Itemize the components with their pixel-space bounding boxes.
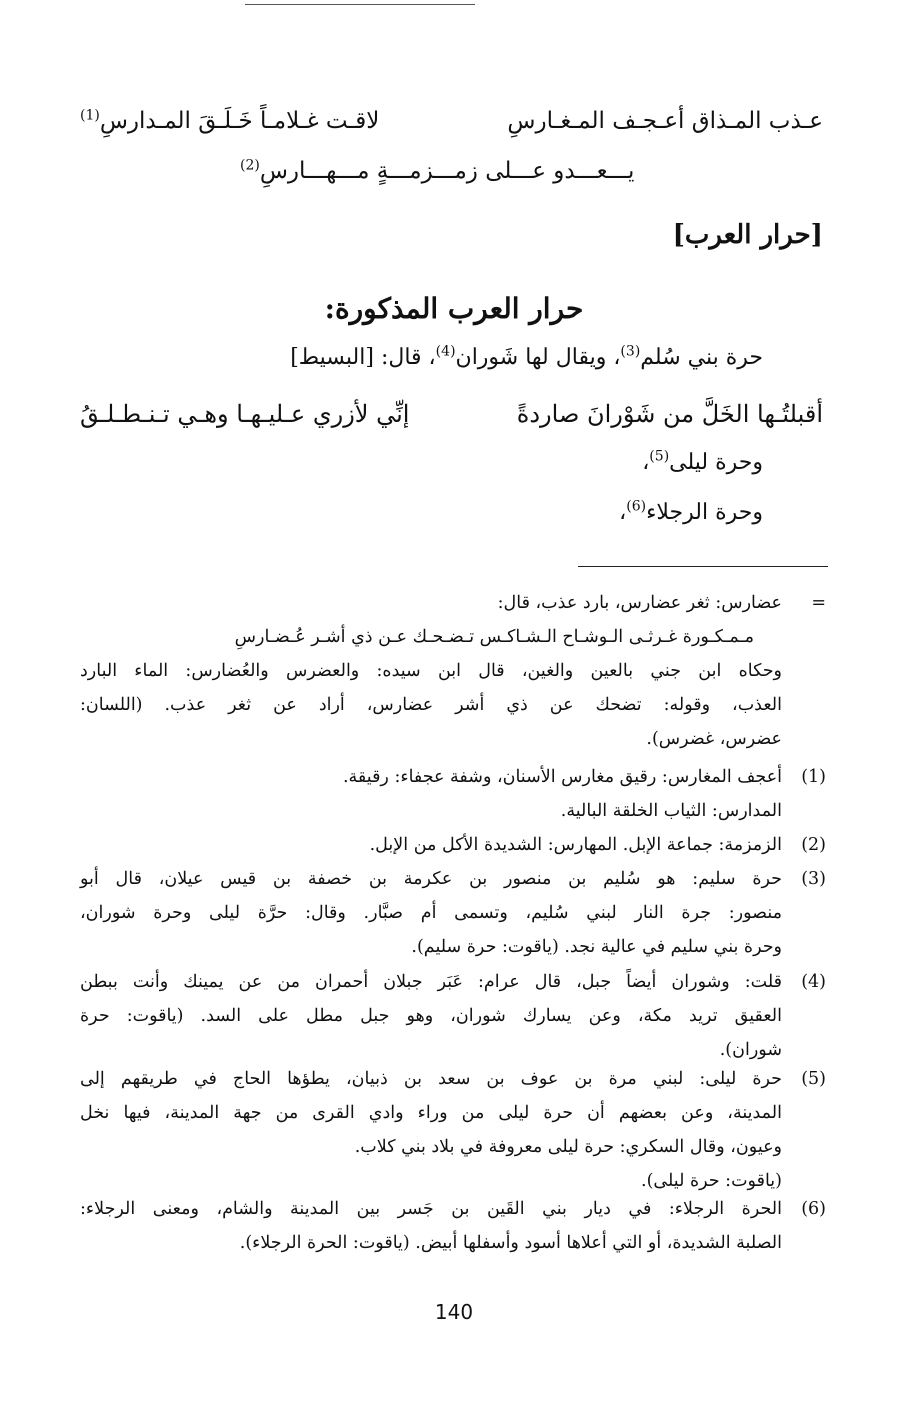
page-number: 140 bbox=[434, 1300, 474, 1324]
footnote-number: (4) bbox=[801, 972, 826, 992]
footnote-marker-6: (6) bbox=[626, 498, 647, 515]
verse-1-second-hemistich bbox=[80, 108, 379, 134]
footnote-marker-5: (5) bbox=[649, 448, 670, 465]
footnote-line: شوران). bbox=[719, 1040, 782, 1060]
footnote-marker-3: (3) bbox=[620, 343, 641, 360]
para3-comma: ، bbox=[619, 500, 627, 525]
footnote-line: العقيق تريد مكة، وعن يسارك شوران، وهو جبل مطل على السد. (ياقوت: حرة bbox=[80, 1006, 782, 1026]
para3-text: وحرة الرجلاء bbox=[646, 500, 763, 525]
footnote-line: حرة ليلى: لبني مرة بن عوف بن سعد بن ذبيان، يطؤها الحاج في طريقهم إلى bbox=[80, 1069, 782, 1089]
footnote-2 bbox=[80, 828, 826, 862]
footnote-5 bbox=[80, 1062, 826, 1198]
paragraph-harrat-rajla bbox=[619, 500, 763, 525]
para2-comma: ، bbox=[642, 450, 650, 475]
footnote-marker-1: (1) bbox=[80, 107, 100, 124]
footnote-3 bbox=[80, 862, 826, 964]
footnote-number: (5) bbox=[801, 1069, 826, 1089]
footnote-line: العذب، وقوله: تضحك عن ذي أشر عضارس، أراد عن ثغر عذب. (اللسان: bbox=[80, 695, 782, 715]
verse-line-2 bbox=[80, 158, 823, 198]
footnote-separator bbox=[578, 566, 828, 567]
verse-1-second-hemistich-text: لاقـت غـلامـاً خَـلَـقَ المـدارسِ bbox=[99, 108, 380, 134]
footnote-line: الصلبة الشديدة، أو التي أعلاها أسود وأسفلها أبيض. (ياقوت: الحرة الرجلاء). bbox=[239, 1233, 782, 1253]
footnote-continued bbox=[80, 586, 826, 756]
footnote-line: عضرس، غضرس). bbox=[646, 729, 782, 749]
footnote-line: منصور: جرة النار لبني سُليم، وتسمى أم صبَّار. وقال: حرَّة ليلى وحرة شوران، bbox=[80, 903, 782, 923]
footnote-number: (3) bbox=[801, 869, 826, 889]
verse-3-second-hemistich: إنِّي لأزري عـليـهـا وهـي تـنـطـلـقُ bbox=[80, 400, 410, 428]
footnote-line: الحرة الرجلاء: في ديار بني القَين بن جَسر بين المدينة والشام، ومعنى الرجلاء: bbox=[80, 1199, 782, 1219]
verse-3-first-hemistich: أقبلتُـها الخَلَّ من شَوْرانَ صاردةً bbox=[516, 400, 823, 428]
verse-line-3 bbox=[80, 400, 823, 440]
verse-1-first-hemistich: عـذب المـذاق أعـجـف المـغـارسِ bbox=[507, 108, 823, 134]
footnote-verse-line: مـمـكـورة غـرثـى الـوشـاح الـشـاكـس تـضـحـك عـن ذي أشـر عُـضـارسِ bbox=[234, 627, 754, 647]
footnote-4 bbox=[80, 965, 826, 1067]
footnote-1 bbox=[80, 760, 826, 828]
footnote-marker-2: (2) bbox=[240, 157, 260, 174]
para1-part-b: ، ويقال لها شَوران bbox=[455, 345, 621, 370]
footnote-number: (1) bbox=[801, 767, 826, 787]
paragraph-harrat-sulaym bbox=[290, 345, 763, 370]
top-rule bbox=[245, 4, 475, 5]
para1-part-c: ، قال: [البسيط] bbox=[290, 345, 436, 370]
footnote-marker-4: (4) bbox=[435, 343, 456, 360]
footnote-line: (ياقوت: حرة ليلى). bbox=[641, 1171, 782, 1191]
footnote-line: وعيون، وقال السكري: حرة ليلى معروفة في بلاد بني كلاب. bbox=[354, 1137, 782, 1157]
footnote-line: أعجف المغارس: رقيق مغارس الأسنان، وشفة عجفاء: رقيقة. bbox=[342, 767, 782, 787]
footnote-number: (6) bbox=[801, 1199, 826, 1219]
footnote-line: الزمزمة: جماعة الإبل. المهارس: الشديدة الأكل من الإبل. bbox=[369, 835, 782, 855]
paragraph-harrat-layla bbox=[642, 450, 763, 475]
footnote-line: المدارس: الثياب الخلقة البالية. bbox=[560, 801, 782, 821]
footnote-line: وحكاه ابن جني بالعين والغين، قال ابن سيده: والعضرس والعُضارس: الماء البارد bbox=[80, 661, 782, 681]
footnote-line: وحرة بني سليم في عالية نجد. (ياقوت: حرة سليم). bbox=[411, 937, 782, 957]
footnote-number: (2) bbox=[801, 835, 826, 855]
para1-part-a: حرة بني سُلم bbox=[640, 345, 763, 370]
verse-2-text: يـــعـــدو عـــلى زمـــزمـــةٍ مـــهـــارسِ bbox=[259, 158, 635, 184]
footnote-line: حرة سليم: هو سُليم بن منصور بن عكرمة بن خصفة بن قيس عيلان، قال أبو bbox=[80, 869, 782, 889]
para2-text: وحرة ليلى bbox=[669, 450, 763, 475]
verse-line-1 bbox=[80, 108, 823, 148]
section-heading: [حرار العرب] bbox=[672, 220, 823, 250]
footnote-line: عضارس: ثغر عضارس، بارد عذب، قال: bbox=[497, 593, 782, 613]
verse-2-hemistich bbox=[240, 158, 634, 184]
footnote-line: قلت: وشوران أيضاً جبل، قال عرام: عَبَر جبلان أحمران من عن يمينك وأنت ببطن bbox=[80, 972, 782, 992]
footnote-6 bbox=[80, 1192, 826, 1260]
sub-heading: حرار العرب المذكورة: bbox=[324, 292, 584, 325]
footnote-line: المدينة، وعن بعضهم أن حرة ليلى من وراء وادي القرى من جهة المدينة، فيها نخل bbox=[80, 1103, 782, 1123]
footnote-number: = bbox=[811, 593, 826, 613]
